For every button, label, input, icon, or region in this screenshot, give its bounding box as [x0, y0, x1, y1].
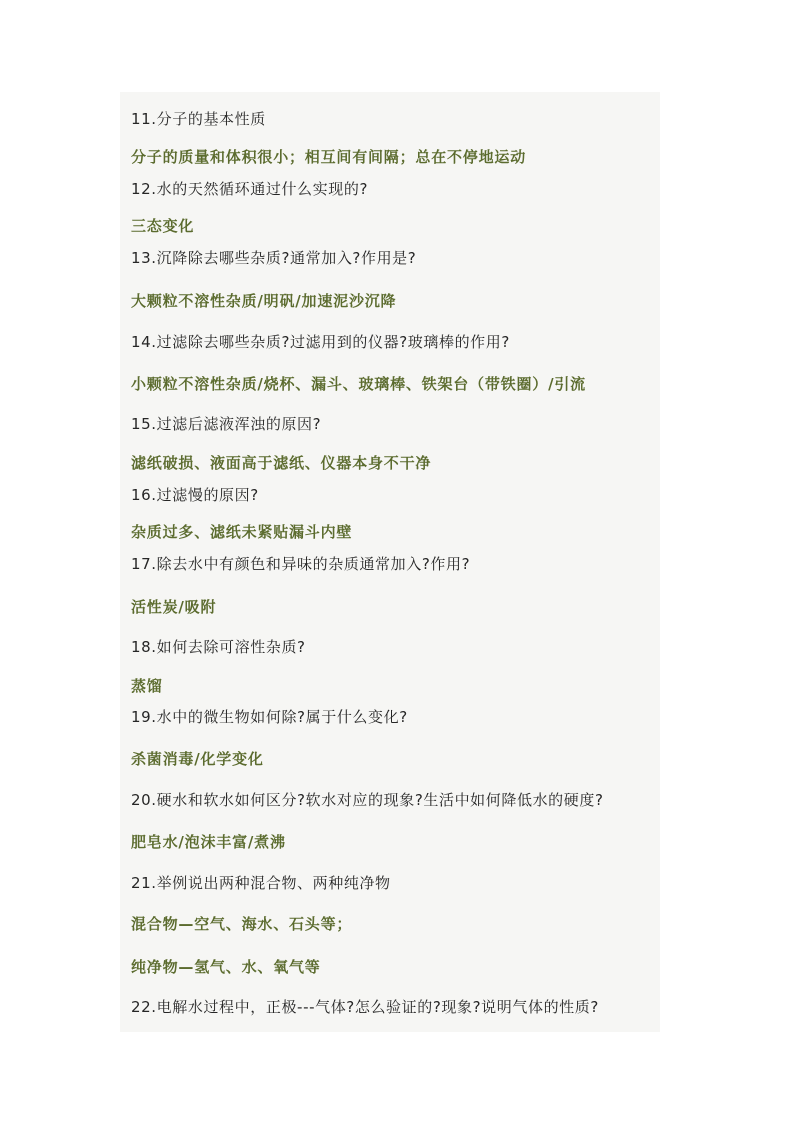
question-12: 12.水的天然循环通过什么实现的? — [131, 180, 369, 198]
question-19: 19.水中的微生物如何除?属于什么变化? — [131, 708, 408, 726]
answer-15: 滤纸破损、液面高于滤纸、仪器本身不干净 — [131, 454, 432, 472]
answer-16: 杂质过多、滤纸未紧贴漏斗内壁 — [131, 523, 353, 541]
answer-19: 杀菌消毒/化学变化 — [131, 750, 264, 768]
question-15: 15.过滤后滤液浑浊的原因? — [131, 415, 322, 433]
question-16: 16.过滤慢的原因? — [131, 486, 259, 504]
question-20: 20.硬水和软水如何区分?软水对应的现象?生活中如何降低水的硬度? — [131, 791, 604, 809]
answer-11: 分子的质量和体积很小；相互间有间隔；总在不停地运动 — [131, 148, 527, 166]
answer-13: 大颗粒不溶性杂质/明矾/加速泥沙沉降 — [131, 292, 397, 310]
question-14: 14.过滤除去哪些杂质?过滤用到的仪器?玻璃棒的作用? — [131, 333, 510, 351]
question-21: 21.举例说出两种混合物、两种纯净物 — [131, 874, 391, 892]
question-22: 22.电解水过程中，正极---气体?怎么验证的?现象?说明气体的性质? — [131, 998, 599, 1016]
answer-12: 三态变化 — [131, 217, 195, 235]
answer-20: 肥皂水/泡沫丰富/煮沸 — [131, 833, 286, 851]
question-11: 11.分子的基本性质 — [131, 110, 266, 128]
question-18: 18.如何去除可溶性杂质? — [131, 638, 306, 656]
answer-14: 小颗粒不溶性杂质/烧杯、漏斗、玻璃棒、铁架台（带铁圈）/引流 — [131, 375, 586, 393]
question-17: 17.除去水中有颜色和异味的杂质通常加入?作用? — [131, 555, 471, 573]
answer-21-mixtures: 混合物—空气、海水、石头等； — [131, 915, 353, 933]
question-13: 13.沉降除去哪些杂质?通常加入?作用是? — [131, 249, 417, 267]
answer-17: 活性炭/吸附 — [131, 598, 217, 616]
answer-18: 蒸馏 — [131, 677, 163, 695]
answer-21-pure-substances: 纯净物—氢气、水、氧气等 — [131, 958, 321, 976]
